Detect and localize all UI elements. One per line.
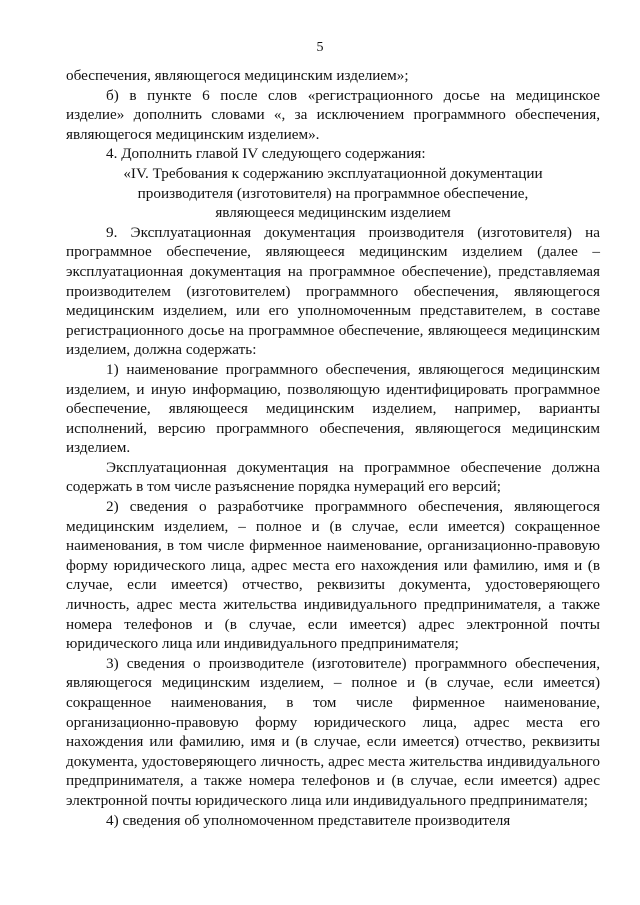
chapter-heading-line: «IV. Требования к содержанию эксплуатационной документации (123, 164, 543, 182)
paragraph: 2) сведения о разработчике программного обеспечения, являющегося медицинским изделием, – полное и (в случае, если имеется) сокращенное наименования, в том числе фирменное наименование, организационно-правовую форму юридического лица, адрес места его нахождения или фамилию, имя и (в случае, если имеется) отчество, реквизиты документа, удостоверяющего личность, адрес места жительства индивидуального предпринимателя, а также номера телефонов и (в случае, если имеется) адрес электронной почты юридического лица или индивидуального предпринимателя; (66, 498, 600, 653)
paragraph: Эксплуатационная документация на программное обеспечение должна содержать в том числе разъяснение порядка нумераций его версий; (66, 458, 600, 496)
chapter-heading-line: являющееся медицинским изделием (215, 204, 451, 222)
chapter-heading-line: производителя (изготовителя) на программное обеспечение, (137, 184, 529, 202)
paragraph: 3) сведения о производителе (изготовителе) программного обеспечения, являющегося медицинским изделием, – полное и (в случае, если имеется) сокращенное наименования, в том числе фирменное наименование, организационно-правовую форму юридического лица, адрес места его нахождения или фамилию, имя и (в случае, если имеется) отчество, реквизиты документа, удостоверяющего личность, адрес места жительства индивидуального предпринимателя, а также номера телефонов и (в случае, если имеется) адрес электронной почты юридического лица или индивидуального предпринимателя; (66, 654, 600, 809)
paragraph: б) в пункте 6 после слов «регистрационного досье на медицинское изделие» дополнить словами «, за исключением программного обеспечения, являющегося медицинским изделием». (66, 86, 600, 143)
document-body (66, 66, 600, 830)
paragraph: обеспечения, являющегося медицинским изделием»; (66, 67, 409, 84)
paragraph: 4. Дополнить главой IV следующего содержания: (106, 145, 426, 163)
paragraph: 1) наименование программного обеспечения, являющегося медицинским изделием, и иную информацию, позволяющую идентифицировать программное обеспечение, являющееся медицинским изделием, например, варианты исполнений, версию программного обеспечения, являющегося медицинским изделием. (66, 360, 600, 457)
paragraph: 9. Эксплуатационная документация производителя (изготовителя) на программное обеспечение, являющееся медицинским изделием (далее – эксплуатационная документация на программное обеспечение), представляемая производителем (изготовителем) программного обеспечения, являющегося медицинским изделием, или его уполномоченным представителем, в составе регистрационного досье на программное обеспечение, являющееся медицинским изделием, должна содержать: (66, 223, 600, 359)
paragraph: 4) сведения об уполномоченном представителе производителя (106, 811, 511, 829)
chapter-heading (66, 164, 600, 223)
page-number: 5 (316, 40, 324, 55)
